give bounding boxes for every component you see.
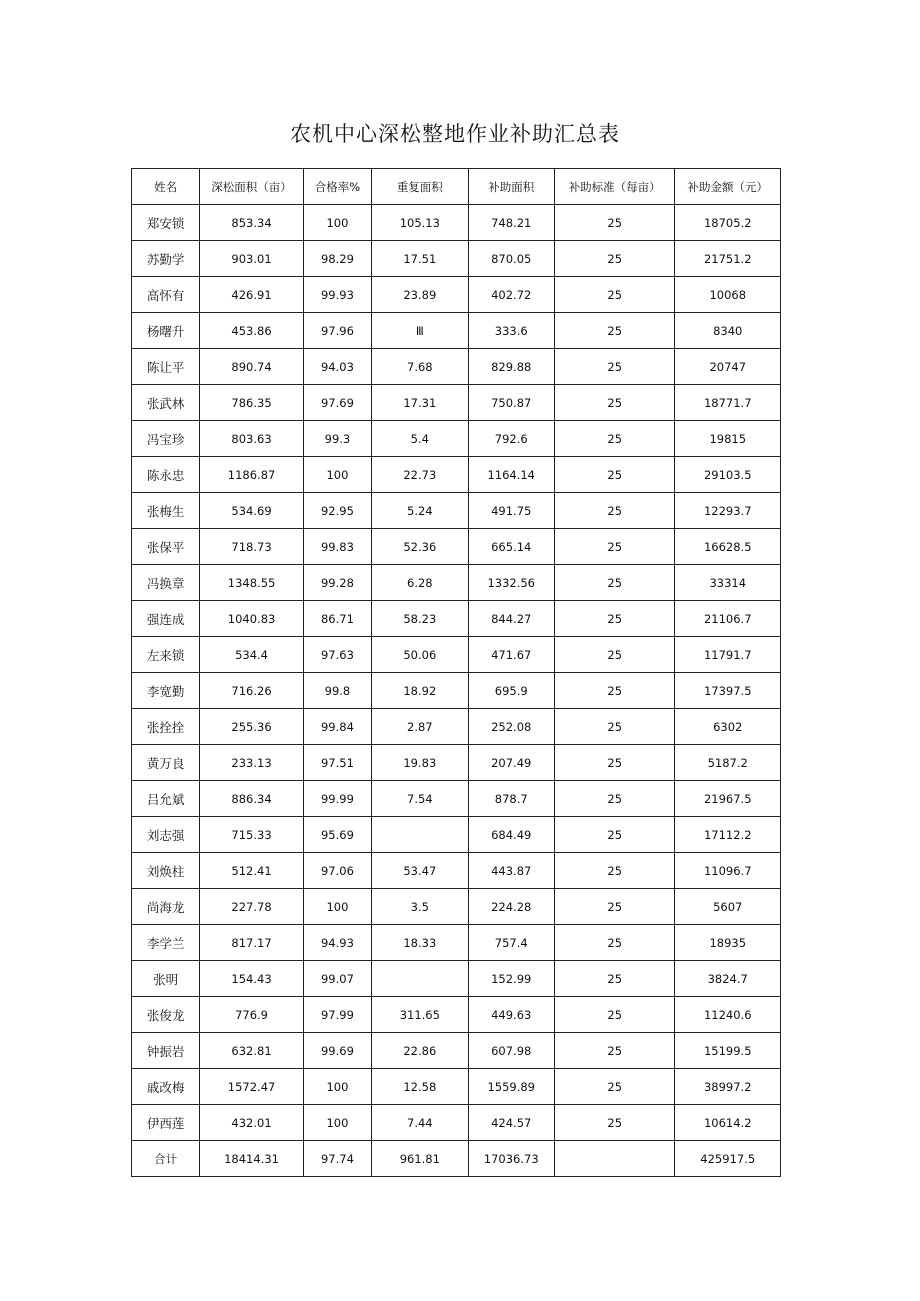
cell-dup: 6.28: [372, 565, 468, 601]
cell-name: 陈永忠: [132, 457, 200, 493]
cell-name: 陈让平: [132, 349, 200, 385]
cell-amt: 38997.2: [675, 1069, 781, 1105]
cell-dup: 53.47: [372, 853, 468, 889]
cell-std: 25: [554, 745, 675, 781]
table-row: [132, 1033, 781, 1069]
cell-dup: 18.92: [372, 673, 468, 709]
cell-std: 25: [554, 349, 675, 385]
cell-name: 张武林: [132, 385, 200, 421]
table-header-row: [132, 169, 781, 205]
cell-rate: 99.83: [303, 529, 371, 565]
cell-area: 255.36: [200, 709, 303, 745]
cell-std: 25: [554, 889, 675, 925]
table-row: [132, 601, 781, 637]
cell-area: 803.63: [200, 421, 303, 457]
table-row: [132, 673, 781, 709]
cell-name: 钟振岩: [132, 1033, 200, 1069]
table-row: [132, 205, 781, 241]
cell-std: 25: [554, 709, 675, 745]
total-sub: 17036.73: [468, 1141, 554, 1177]
cell-rate: 99.3: [303, 421, 371, 457]
table-total-row: [132, 1141, 781, 1177]
cell-area: 853.34: [200, 205, 303, 241]
cell-amt: 18935: [675, 925, 781, 961]
cell-area: 1040.83: [200, 601, 303, 637]
cell-area: 1572.47: [200, 1069, 303, 1105]
cell-sub: 829.88: [468, 349, 554, 385]
table-row: [132, 997, 781, 1033]
cell-rate: 97.63: [303, 637, 371, 673]
cell-amt: 16628.5: [675, 529, 781, 565]
subsidy-summary-table: [131, 168, 781, 1177]
cell-std: 25: [554, 205, 675, 241]
cell-dup: 52.36: [372, 529, 468, 565]
cell-dup: 18.33: [372, 925, 468, 961]
table-row: [132, 961, 781, 997]
cell-sub: 870.05: [468, 241, 554, 277]
cell-dup: 5.24: [372, 493, 468, 529]
cell-name: 冯换章: [132, 565, 200, 601]
cell-dup: Ⅲ: [372, 313, 468, 349]
cell-sub: 471.67: [468, 637, 554, 673]
cell-dup: 23.89: [372, 277, 468, 313]
cell-rate: 97.69: [303, 385, 371, 421]
cell-sub: 1164.14: [468, 457, 554, 493]
cell-amt: 11791.7: [675, 637, 781, 673]
cell-std: 25: [554, 241, 675, 277]
cell-area: 154.43: [200, 961, 303, 997]
cell-std: 25: [554, 385, 675, 421]
table-row: [132, 565, 781, 601]
table-row: [132, 1069, 781, 1105]
cell-dup: 19.83: [372, 745, 468, 781]
cell-area: 890.74: [200, 349, 303, 385]
cell-sub: 207.49: [468, 745, 554, 781]
cell-area: 512.41: [200, 853, 303, 889]
cell-std: 25: [554, 673, 675, 709]
cell-rate: 97.96: [303, 313, 371, 349]
cell-std: 25: [554, 565, 675, 601]
cell-amt: 10068: [675, 277, 781, 313]
cell-dup: 3.5: [372, 889, 468, 925]
cell-std: 25: [554, 997, 675, 1033]
cell-std: 25: [554, 421, 675, 457]
cell-dup: 5.4: [372, 421, 468, 457]
cell-sub: 1559.89: [468, 1069, 554, 1105]
header-dup: 重复面积: [372, 169, 468, 205]
document-title: 农机中心深松整地作业补助汇总表: [290, 122, 620, 146]
cell-name: 苏勤学: [132, 241, 200, 277]
cell-dup: 7.68: [372, 349, 468, 385]
table-row: [132, 385, 781, 421]
cell-std: 25: [554, 313, 675, 349]
cell-name: 尚海龙: [132, 889, 200, 925]
cell-name: 左来锁: [132, 637, 200, 673]
cell-amt: 15199.5: [675, 1033, 781, 1069]
cell-rate: 100: [303, 889, 371, 925]
table-row: [132, 313, 781, 349]
cell-std: 25: [554, 457, 675, 493]
cell-dup: 22.73: [372, 457, 468, 493]
cell-rate: 100: [303, 205, 371, 241]
cell-area: 903.01: [200, 241, 303, 277]
cell-name: 高怀有: [132, 277, 200, 313]
cell-name: 伊西莲: [132, 1105, 200, 1141]
cell-dup: 7.44: [372, 1105, 468, 1141]
cell-name: 杨曙升: [132, 313, 200, 349]
cell-name: 刘志强: [132, 817, 200, 853]
cell-sub: 424.57: [468, 1105, 554, 1141]
cell-area: 534.4: [200, 637, 303, 673]
cell-sub: 491.75: [468, 493, 554, 529]
table-row: [132, 277, 781, 313]
header-name: 姓名: [132, 169, 200, 205]
cell-rate: 99.07: [303, 961, 371, 997]
cell-name: 冯宝珍: [132, 421, 200, 457]
cell-std: 25: [554, 1105, 675, 1141]
cell-dup: 58.23: [372, 601, 468, 637]
cell-amt: 33314: [675, 565, 781, 601]
table-row: [132, 817, 781, 853]
cell-name: 吕允斌: [132, 781, 200, 817]
total-amt: 425917.5: [675, 1141, 781, 1177]
cell-amt: 6302: [675, 709, 781, 745]
cell-name: 张梅生: [132, 493, 200, 529]
cell-area: 716.26: [200, 673, 303, 709]
table-row: [132, 637, 781, 673]
table-row: [132, 1105, 781, 1141]
cell-dup: 22.86: [372, 1033, 468, 1069]
cell-rate: 97.99: [303, 997, 371, 1033]
cell-std: 25: [554, 853, 675, 889]
cell-dup: 105.13: [372, 205, 468, 241]
cell-area: 227.78: [200, 889, 303, 925]
cell-std: 25: [554, 925, 675, 961]
cell-rate: 99.84: [303, 709, 371, 745]
cell-sub: 695.9: [468, 673, 554, 709]
cell-sub: 607.98: [468, 1033, 554, 1069]
header-amt: 补助金额（元）: [675, 169, 781, 205]
cell-area: 786.35: [200, 385, 303, 421]
table-body: [132, 205, 781, 1141]
total-label: 合计: [132, 1141, 200, 1177]
total-dup: 961.81: [372, 1141, 468, 1177]
cell-sub: 152.99: [468, 961, 554, 997]
cell-sub: 878.7: [468, 781, 554, 817]
cell-rate: 99.93: [303, 277, 371, 313]
cell-amt: 21106.7: [675, 601, 781, 637]
cell-dup: 17.31: [372, 385, 468, 421]
cell-sub: 665.14: [468, 529, 554, 565]
cell-sub: 443.87: [468, 853, 554, 889]
cell-amt: 29103.5: [675, 457, 781, 493]
cell-area: 233.13: [200, 745, 303, 781]
cell-area: 432.01: [200, 1105, 303, 1141]
cell-rate: 100: [303, 1069, 371, 1105]
cell-amt: 21751.2: [675, 241, 781, 277]
cell-name: 张拴拴: [132, 709, 200, 745]
cell-std: 25: [554, 493, 675, 529]
total-std: [554, 1141, 675, 1177]
cell-rate: 94.93: [303, 925, 371, 961]
table-row: [132, 925, 781, 961]
table-row: [132, 493, 781, 529]
table-row: [132, 529, 781, 565]
cell-rate: 98.29: [303, 241, 371, 277]
cell-amt: 19815: [675, 421, 781, 457]
cell-rate: 99.28: [303, 565, 371, 601]
header-rate: 合格率%: [303, 169, 371, 205]
cell-amt: 18771.7: [675, 385, 781, 421]
cell-std: 25: [554, 817, 675, 853]
cell-amt: 18705.2: [675, 205, 781, 241]
cell-amt: 17397.5: [675, 673, 781, 709]
cell-std: 25: [554, 601, 675, 637]
cell-area: 534.69: [200, 493, 303, 529]
total-rate: 97.74: [303, 1141, 371, 1177]
header-area: 深松面积（亩）: [200, 169, 303, 205]
cell-rate: 94.03: [303, 349, 371, 385]
cell-area: 776.9: [200, 997, 303, 1033]
cell-rate: 97.51: [303, 745, 371, 781]
cell-area: 1186.87: [200, 457, 303, 493]
cell-sub: 757.4: [468, 925, 554, 961]
cell-std: 25: [554, 1033, 675, 1069]
cell-name: 强连成: [132, 601, 200, 637]
cell-rate: 99.69: [303, 1033, 371, 1069]
cell-std: 25: [554, 637, 675, 673]
cell-amt: 12293.7: [675, 493, 781, 529]
cell-amt: 5607: [675, 889, 781, 925]
cell-std: 25: [554, 961, 675, 997]
header-sub: 补助面积: [468, 169, 554, 205]
cell-amt: 5187.2: [675, 745, 781, 781]
cell-sub: 748.21: [468, 205, 554, 241]
cell-area: 886.34: [200, 781, 303, 817]
cell-std: 25: [554, 277, 675, 313]
cell-rate: 100: [303, 457, 371, 493]
cell-name: 张明: [132, 961, 200, 997]
cell-area: 632.81: [200, 1033, 303, 1069]
table-row: [132, 853, 781, 889]
cell-sub: 1332.56: [468, 565, 554, 601]
table-row: [132, 709, 781, 745]
table-row: [132, 781, 781, 817]
cell-sub: 750.87: [468, 385, 554, 421]
cell-std: 25: [554, 781, 675, 817]
table-row: [132, 349, 781, 385]
cell-sub: 402.72: [468, 277, 554, 313]
cell-dup: 50.06: [372, 637, 468, 673]
cell-amt: 11240.6: [675, 997, 781, 1033]
cell-name: 戚改梅: [132, 1069, 200, 1105]
cell-dup: 17.51: [372, 241, 468, 277]
total-area: 18414.31: [200, 1141, 303, 1177]
cell-area: 718.73: [200, 529, 303, 565]
cell-name: 刘焕柱: [132, 853, 200, 889]
cell-name: 黄万良: [132, 745, 200, 781]
cell-amt: 8340: [675, 313, 781, 349]
cell-sub: 684.49: [468, 817, 554, 853]
cell-name: 李宽勤: [132, 673, 200, 709]
cell-area: 453.86: [200, 313, 303, 349]
cell-std: 25: [554, 529, 675, 565]
cell-name: 张保平: [132, 529, 200, 565]
cell-name: 郑安锁: [132, 205, 200, 241]
cell-std: 25: [554, 1069, 675, 1105]
table-row: [132, 457, 781, 493]
cell-amt: 20747: [675, 349, 781, 385]
cell-area: 1348.55: [200, 565, 303, 601]
cell-dup: [372, 817, 468, 853]
table-row: [132, 241, 781, 277]
cell-amt: 10614.2: [675, 1105, 781, 1141]
cell-dup: [372, 961, 468, 997]
header-std: 补助标准（每亩）: [554, 169, 675, 205]
cell-amt: 21967.5: [675, 781, 781, 817]
cell-rate: 97.06: [303, 853, 371, 889]
cell-sub: 333.6: [468, 313, 554, 349]
cell-dup: 7.54: [372, 781, 468, 817]
cell-name: 张俊龙: [132, 997, 200, 1033]
cell-rate: 100: [303, 1105, 371, 1141]
cell-rate: 99.8: [303, 673, 371, 709]
cell-rate: 92.95: [303, 493, 371, 529]
cell-dup: 311.65: [372, 997, 468, 1033]
table-row: [132, 889, 781, 925]
cell-rate: 86.71: [303, 601, 371, 637]
cell-name: 李学兰: [132, 925, 200, 961]
cell-area: 817.17: [200, 925, 303, 961]
cell-sub: 844.27: [468, 601, 554, 637]
cell-sub: 449.63: [468, 997, 554, 1033]
cell-rate: 95.69: [303, 817, 371, 853]
cell-amt: 17112.2: [675, 817, 781, 853]
cell-amt: 11096.7: [675, 853, 781, 889]
cell-area: 426.91: [200, 277, 303, 313]
cell-dup: 2.87: [372, 709, 468, 745]
cell-dup: 12.58: [372, 1069, 468, 1105]
cell-rate: 99.99: [303, 781, 371, 817]
cell-sub: 792.6: [468, 421, 554, 457]
cell-area: 715.33: [200, 817, 303, 853]
table-row: [132, 745, 781, 781]
table-row: [132, 421, 781, 457]
cell-amt: 3824.7: [675, 961, 781, 997]
cell-sub: 252.08: [468, 709, 554, 745]
cell-sub: 224.28: [468, 889, 554, 925]
